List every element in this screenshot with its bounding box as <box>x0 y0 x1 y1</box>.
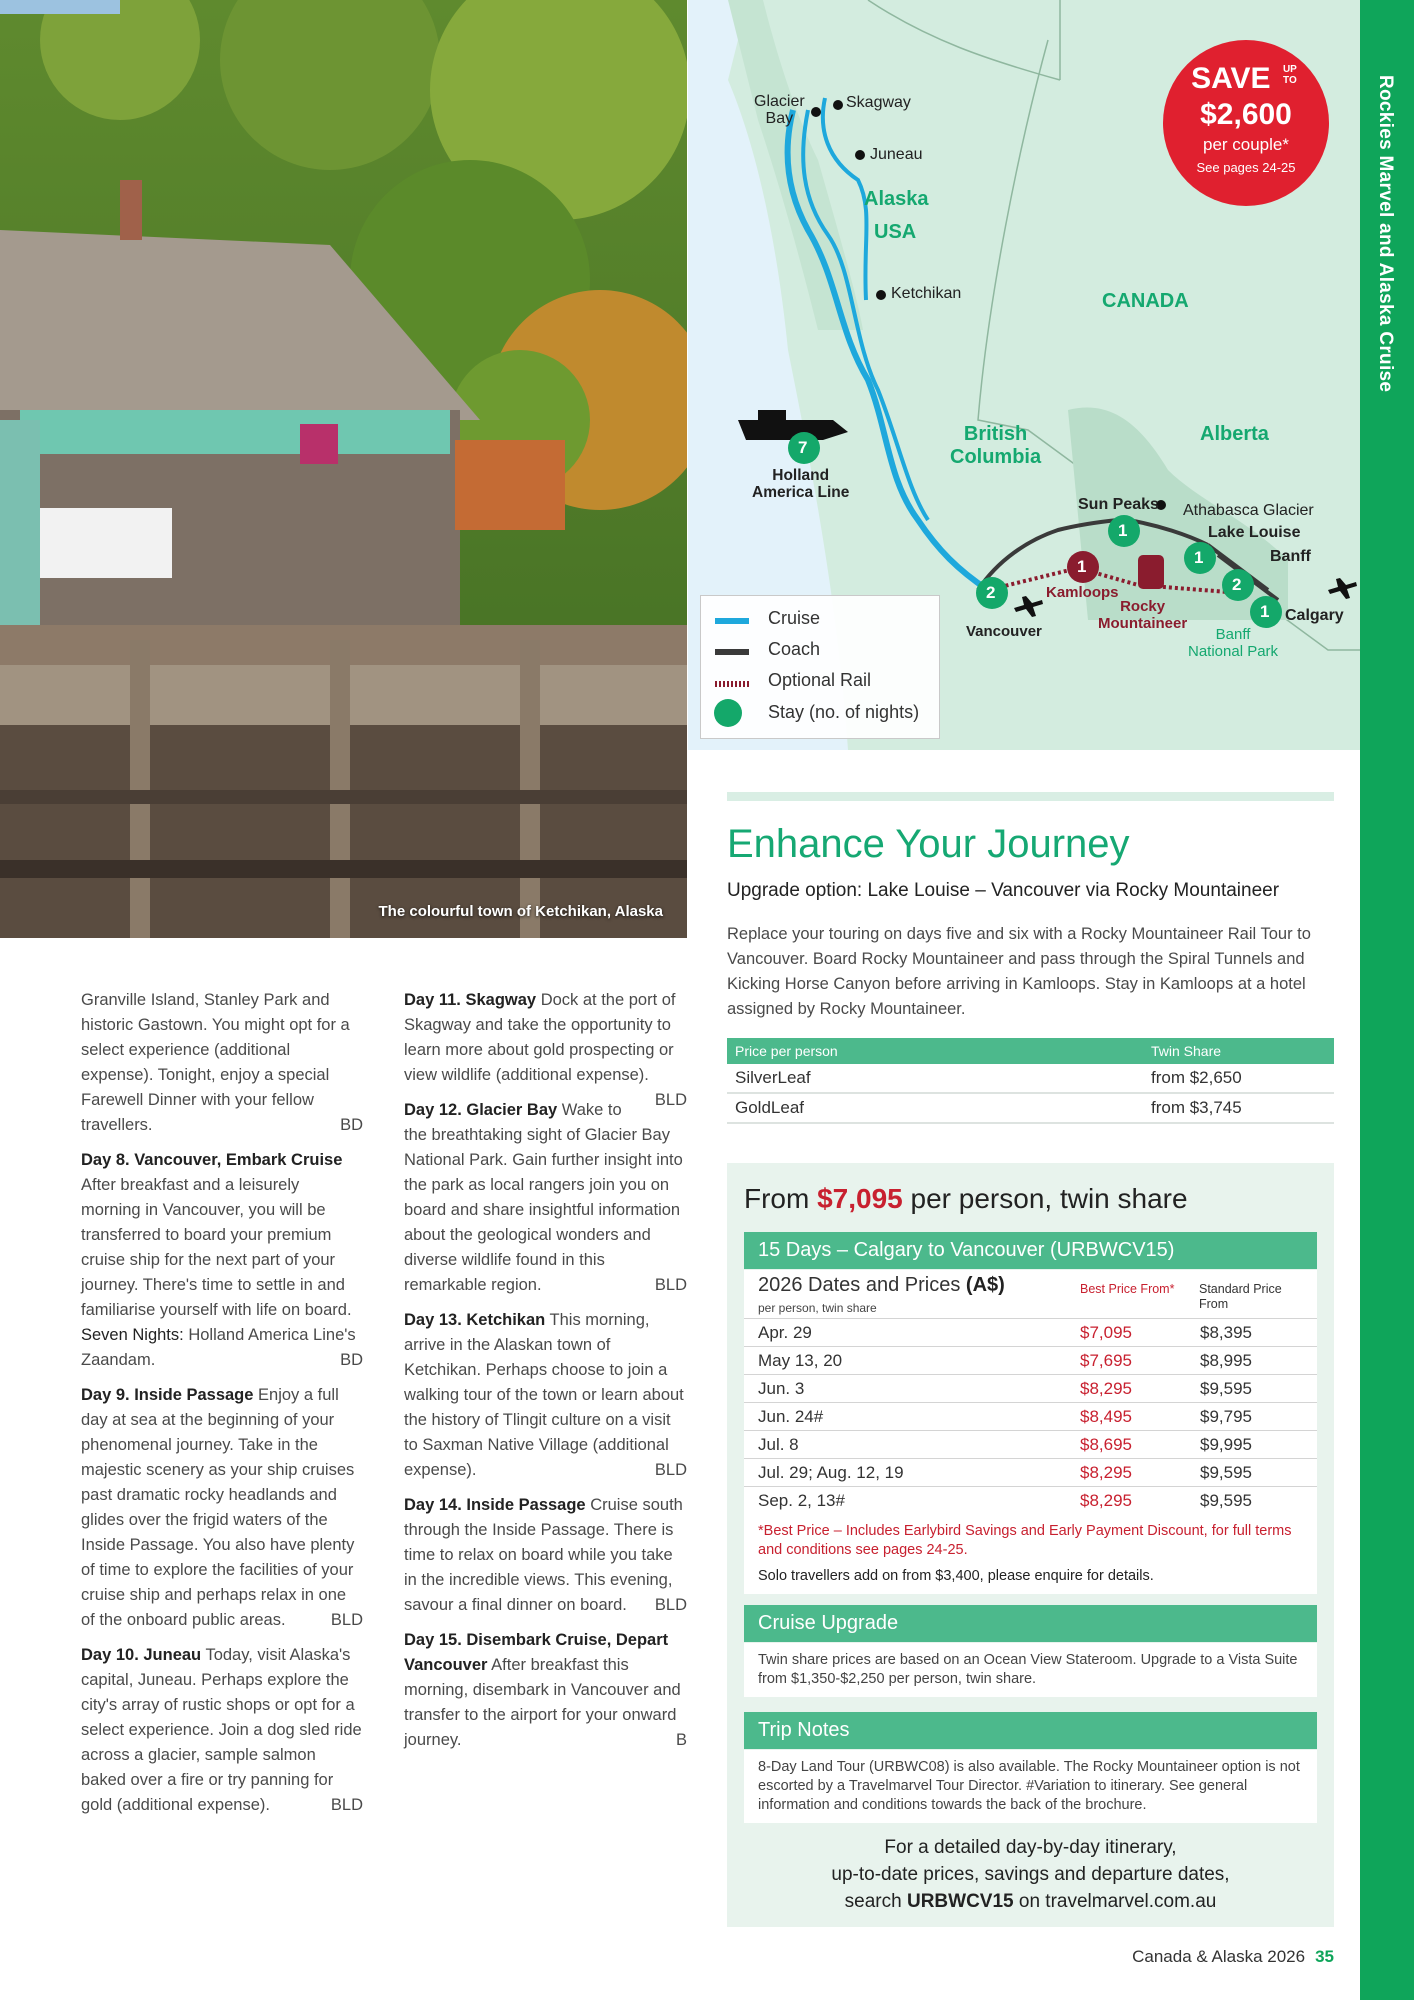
stay-count-banff: 2 <box>1232 575 1242 594</box>
cruise-upgrade-title: Cruise Upgrade <box>744 1605 1317 1642</box>
table-row: Sep. 2, 13# $8,295 $9,595 <box>744 1487 1317 1515</box>
footer-text: Canada & Alaska 2026 <box>1132 1947 1306 1966</box>
col-standard-price: Standard Price From <box>1199 1282 1282 1311</box>
map-label-skagway: Skagway <box>846 94 911 111</box>
ketchikan-photo <box>0 0 687 938</box>
legend-optional-rail: Optional Rail <box>768 670 872 690</box>
solo-note: Solo travellers add on from $3,400, please enquire for details. <box>758 1568 1154 1584</box>
table-row <box>727 1093 1334 1123</box>
dates-header <box>744 1270 1317 1318</box>
table-cell: from $2,650 <box>1143 1064 1334 1093</box>
map-label-lake-louise: Lake Louise <box>1208 524 1301 541</box>
save-see: See pages 24-25 <box>1196 160 1296 175</box>
legend-cruise: Cruise <box>768 608 821 628</box>
trip-notes-text: 8-Day Land Tour (URBWC08) is also available. The Rocky Mountaineer option is not escorted by a Travelmarvel Tour Director. #Variation to itinerary. See general information and conditions towards the back of the brochure. <box>744 1750 1317 1823</box>
cta-line-2: up-to-date prices, savings and departure dates, <box>831 1864 1230 1885</box>
stay-count-lake-louise: 1 <box>1194 548 1204 567</box>
save-word: SAVE UP TO <box>1163 62 1329 96</box>
legend-stay-swatch <box>713 698 743 728</box>
cta-line-1: For a detailed day-by-day itinerary, <box>884 1837 1177 1858</box>
itinerary-entry: Day 14. Inside Passage Cruise south through the Inside Passage. There is time to relax on board while you take in the incredible views. This evening, savour a final dinner on board. BLD <box>404 1496 687 1614</box>
pricing-title: From $7,095 per person, twin share <box>744 1183 1188 1214</box>
page-footer <box>1132 1947 1334 1967</box>
legend-rail-swatch <box>715 680 749 688</box>
region-usa: USA <box>874 221 917 243</box>
cta-text <box>744 1834 1317 1915</box>
itinerary-entry: Granville Island, Stanley Park and historic Gastown. You might opt for a select experience (additional expense). Tonight, enjoy a special Farewell Dinner with your fellow travellers. BD <box>81 991 363 1134</box>
side-title: Rockies Marvel and Alaska Cruise <box>1375 75 1396 393</box>
table-row <box>727 1064 1334 1093</box>
itinerary-entry: Day 13. Ketchikan This morning, arrive in the Alaskan town of Ketchikan. Perhaps choose to join a walking tour of the town or learn about the history of Tlingit culture on a visit to Saxman Native Village (additional expense). BLD <box>404 1311 687 1479</box>
dates-title: 2026 Dates and Prices (A$) <box>758 1274 1005 1296</box>
stay-count-calgary: 1 <box>1260 602 1270 621</box>
map-label-glacier-bay: Glacier Bay <box>754 93 805 127</box>
table-row: Jun. 24# $8,495 $9,795 <box>744 1403 1317 1431</box>
map-label-athabasca: Athabasca Glacier <box>1183 502 1314 519</box>
enhance-title: Enhance Your Journey <box>727 822 1130 866</box>
region-british-columbia: British Columbia <box>950 423 1042 468</box>
map-label-calgary: Calgary <box>1285 607 1344 624</box>
map-label-vancouver: Vancouver <box>966 623 1042 640</box>
upgrade-header-price: Price per person <box>727 1038 1143 1064</box>
table-row: Jun. 3 $8,295 $9,595 <box>744 1375 1317 1403</box>
table-cell: GoldLeaf <box>727 1093 1143 1123</box>
map-label-banff: Banff <box>1270 548 1311 565</box>
map-legend <box>700 595 940 739</box>
save-per: per couple* <box>1202 135 1289 154</box>
dates-table <box>744 1270 1317 1594</box>
upgrade-price-table <box>727 1038 1334 1124</box>
stay-count-sun-peaks: 1 <box>1118 521 1128 540</box>
itinerary-entry: Day 9. Inside Passage Enjoy a full day at sea at the beginning of your phenomenal journey. Take in the majestic scenery as your ship cruises past dramatic rocky headlands and glides over the frigid waters of the Inside Passage. You also have plenty of time to explore the facilities of your cruise ship and perhaps relax in one of the onboard public areas. BLD <box>81 1386 363 1629</box>
enhance-subtitle: Upgrade option: Lake Louise – Vancouver via Rocky Mountaineer <box>727 880 1280 901</box>
itinerary-entry: Day 15. Disembark Cruise, Depart Vancouver After breakfast this morning, disembark in Vancouver and transfer to the airport for your onward journey. B <box>404 1631 687 1749</box>
itinerary-entry: Day 10. Juneau Today, visit Alaska's capital, Juneau. Perhaps explore the city's array of rustic shops or opt for a select experience. Join a dog sled ride across a glacier, sample salmon baked over a fire or try panning for gold (additional expense). BLD <box>81 1646 363 1814</box>
table-row: Jul. 29; Aug. 12, 19 $8,295 $9,595 <box>744 1459 1317 1487</box>
legend-coach-swatch <box>715 649 749 657</box>
save-badge <box>1163 40 1329 206</box>
table-row: May 13, 20 $7,695 $8,995 <box>744 1347 1317 1375</box>
upgrade-header-twin: Twin Share <box>1143 1038 1334 1064</box>
map-label-sun-peaks: Sun Peaks <box>1078 496 1159 513</box>
itinerary-col-2 <box>404 988 687 1763</box>
table-row: Apr. 29 $7,095 $8,395 <box>744 1319 1317 1347</box>
best-price-note: *Best Price – Includes Earlybird Savings and Early Payment Discount, for full terms and conditions see pages 24-25. <box>758 1523 1292 1558</box>
trip-notes-title: Trip Notes <box>744 1712 1317 1749</box>
table-cell: SilverLeaf <box>727 1064 1143 1093</box>
map-label-kamloops: Kamloops <box>1046 584 1119 601</box>
table-cell: from $3,745 <box>1143 1093 1334 1123</box>
region-canada: CANADA <box>1102 290 1189 312</box>
legend-coach: Coach <box>768 639 821 659</box>
region-alberta: Alberta <box>1200 423 1269 445</box>
map-label-juneau: Juneau <box>870 146 923 163</box>
itinerary-entry: Day 8. Vancouver, Embark Cruise After breakfast and a leisurely morning in Vancouver, you will be transferred to board your premium cruise ship for the next part of your journey. There's time to settle in and familiarise yourself with life on board. <box>81 1151 352 1319</box>
enhance-body: Replace your touring on days five and six with a Rocky Mountaineer Rail Tour to Vancouver. Board Rocky Mountaineer and pass through the Spiral Tunnels and Kicking Horse Canyon before arriving in Kamloops. Stay in Kamloops at a hotel assigned by Rocky Mountaineer. <box>727 925 1311 1018</box>
itinerary-entry: Day 12. Glacier Bay Wake to the breathtaking sight of Glacier Bay National Park. Gain further insight into the park as local rangers join you on board and share insightful information about the geological wonders and diverse wildlife found in this remarkable region. BLD <box>404 1101 687 1294</box>
ship-label: Holland America Line <box>752 467 850 502</box>
map-label-banff-park: Banff National Park <box>1188 626 1279 661</box>
map-label-rocky-mountaineer: Rocky Mountaineer <box>1098 598 1188 633</box>
cruise-upgrade-text: Twin share prices are based on an Ocean View Stateroom. Upgrade to a Vista Suite from $1,350-$2,250 per person, twin share. <box>744 1643 1317 1697</box>
dates-rows <box>744 1318 1317 1514</box>
legend-stay: Stay (no. of nights) <box>768 702 920 722</box>
stay-count-kamloops: 1 <box>1077 557 1087 576</box>
region-alaska: Alaska <box>864 188 929 210</box>
col-best-price: Best Price From* <box>1080 1282 1175 1296</box>
page-number: 35 <box>1315 1947 1334 1966</box>
itinerary-entry: Day 11. Skagway Dock at the port of Skagway and take the opportunity to learn more about gold prospecting or view wildlife (additional expense). BLD <box>404 991 687 1109</box>
save-upto: UP TO <box>1282 64 1297 86</box>
cta-line-3: search URBWCV15 on travelmarvel.com.au <box>844 1891 1217 1912</box>
dates-subtitle: per person, twin share <box>758 1301 877 1315</box>
tour-title-bar: 15 Days – Calgary to Vancouver (URBWCV15) <box>744 1232 1317 1269</box>
table-row: Jul. 8 $8,695 $9,995 <box>744 1431 1317 1459</box>
save-amount: $2,600 <box>1200 98 1292 131</box>
itinerary-col-1 <box>81 988 363 1828</box>
section-rule <box>727 792 1334 801</box>
itinerary-entry: Seven Nights: Holland America Line's Zaandam. BD <box>81 1326 363 1369</box>
photo-caption: The colourful town of Ketchikan, Alaska <box>378 903 663 920</box>
map-label-ketchikan: Ketchikan <box>891 285 962 302</box>
legend-cruise-swatch <box>715 618 749 626</box>
stay-count-ship: 7 <box>798 438 808 457</box>
stay-count-vancouver: 2 <box>986 583 996 602</box>
